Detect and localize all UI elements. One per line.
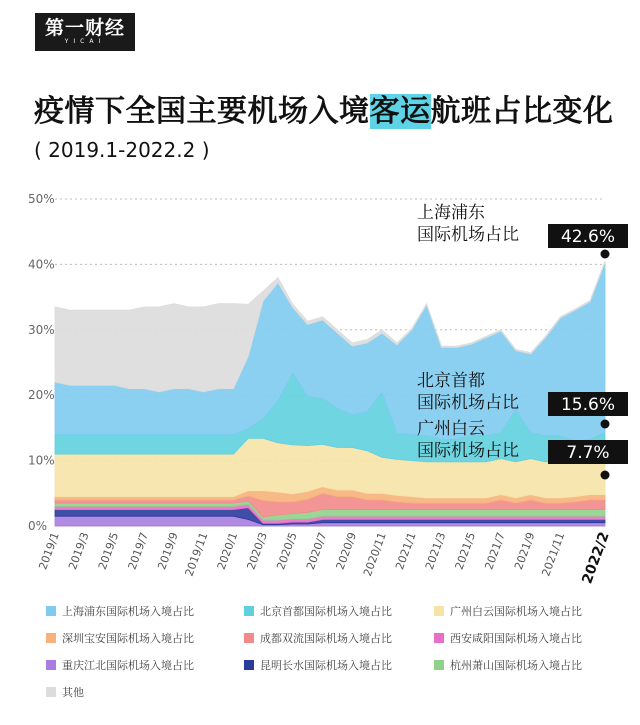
legend-item (434, 630, 582, 646)
legend-label: 上海浦东国际机场入境占比 (62, 605, 194, 618)
x-tick-label: 2020/3 (244, 530, 270, 572)
legend-swatch (434, 633, 444, 643)
x-tick-label: 2019/3 (66, 530, 92, 572)
legend-label: 北京首都国际机场入境占比 (260, 605, 392, 618)
legend-swatch (244, 606, 254, 616)
legend-label: 昆明长水国际机场入境占比 (260, 659, 392, 672)
x-tick-label: 2019/1 (36, 530, 62, 572)
x-tick-label: 2021/1 (393, 530, 419, 572)
annotation-dot (601, 250, 610, 259)
legend-label: 广州白云国际机场入境占比 (450, 605, 582, 618)
legend-swatch (434, 606, 444, 616)
y-tick-label: 20% (28, 388, 55, 403)
legend-item (244, 603, 392, 619)
annotation-label: 国际机场占比 (417, 441, 519, 461)
annotation-dot (601, 471, 610, 480)
legend-item (46, 684, 84, 700)
title-highlight: 客运 (369, 94, 431, 129)
annotation-label: 广州白云 (417, 419, 485, 439)
legend-swatch (46, 687, 56, 697)
x-tick-label: 2020/7 (303, 530, 330, 572)
x-tick-label: 2022/2 (579, 529, 613, 586)
title-part-2: 航班占比变化 (430, 94, 614, 129)
x-tick-label: 2020/11 (360, 530, 389, 578)
annotation-value: 15.6% (560, 395, 616, 415)
annotation-dot (601, 420, 610, 429)
x-tick-label: 2021/5 (452, 530, 479, 572)
x-tick-label: 2020/5 (274, 530, 300, 572)
legend-label: 深圳宝安国际机场入境占比 (62, 632, 194, 645)
x-tick-label: 2019/9 (155, 530, 181, 572)
x-tick-label: 2021/7 (482, 530, 508, 572)
legend-label: 杭州萧山国际机场入境占比 (450, 659, 582, 672)
x-tick-label: 2019/7 (125, 530, 152, 572)
x-tick-label: 2021/11 (539, 530, 568, 578)
x-tick-label: 2020/1 (214, 530, 241, 572)
legend-label: 其他 (62, 686, 84, 699)
x-tick-label: 2021/3 (422, 530, 449, 572)
legend-item (434, 603, 582, 619)
legend-swatch (434, 660, 444, 670)
x-tick-label: 2020/9 (333, 530, 360, 572)
annotation-value: 7.7% (566, 443, 610, 463)
annotation-label: 北京首都 (417, 371, 485, 391)
legend-item (434, 657, 582, 673)
annotation-value: 42.6% (560, 227, 616, 247)
x-tick-label: 2019/11 (182, 530, 211, 578)
legend-item (46, 603, 194, 619)
legend-swatch (244, 660, 254, 670)
annotation-label: 国际机场占比 (417, 393, 519, 413)
y-tick-label: 30% (28, 322, 55, 337)
annotation-label: 国际机场占比 (417, 225, 519, 245)
legend-item (244, 657, 392, 673)
legend-item (46, 630, 194, 646)
legend-swatch (46, 633, 56, 643)
legend-swatch (244, 633, 254, 643)
logo-subtext: YICAI (64, 38, 106, 45)
legend-swatch (46, 660, 56, 670)
legend-label: 西安咸阳国际机场入境占比 (450, 632, 582, 645)
y-tick-label: 40% (28, 257, 55, 272)
title-part-1: 疫情下全国主要机场入境 (34, 94, 370, 129)
legend-swatch (46, 606, 56, 616)
x-tick-label: 2019/5 (95, 530, 122, 572)
x-tick-label: 2021/9 (512, 530, 538, 572)
annotation-label: 上海浦东 (417, 203, 485, 223)
legend-label: 重庆江北国际机场入境占比 (62, 659, 194, 672)
legend-label: 成都双流国际机场入境占比 (260, 632, 392, 645)
logo-text: 第一财经 (44, 17, 125, 39)
legend-item (46, 657, 194, 673)
y-tick-label: 50% (28, 192, 55, 206)
chart-subtitle: ( 2019.1-2022.2 ) (34, 138, 210, 162)
y-tick-label: 10% (28, 453, 55, 468)
legend-item (244, 630, 392, 646)
y-tick-label: 0% (28, 519, 48, 533)
